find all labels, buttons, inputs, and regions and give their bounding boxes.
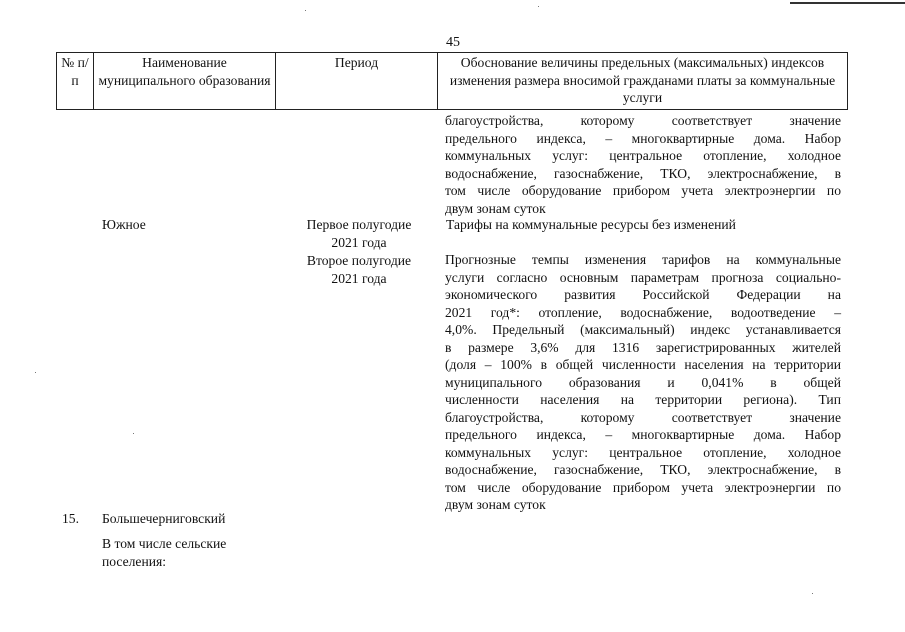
text-line: коммунальных услуг: центральное отопление, холодное xyxy=(445,444,841,460)
header-num: № п/п xyxy=(57,53,94,110)
text-line: благоустройства, которому соответствует значение xyxy=(445,409,841,425)
header-justification: Обоснование величины предельных (максимальных) индексов изменения размера вносимой гражданами платы за коммунальные услуги xyxy=(438,53,848,110)
municipality-name: Южное xyxy=(102,217,146,232)
text-line: 4,0%. Предельный (максимальный) индекс устанавливается xyxy=(445,322,841,337)
text-line: муниципального образования и 0,041% в общей xyxy=(445,374,841,390)
text-line: двум зонам суток xyxy=(445,497,546,512)
text-line: численности населения на территории региона). Тип xyxy=(445,392,841,407)
header-period: Период xyxy=(276,53,438,110)
text-line: услуги согласно основным параметрам прогноза социально- xyxy=(445,269,841,285)
period-first-half: Первое полугодие 2021 года xyxy=(306,217,412,250)
table-header xyxy=(56,52,848,110)
text-line: том числе оборудование прибором учета электроэнергии по xyxy=(445,183,841,198)
scan-speck xyxy=(812,593,813,594)
scan-speck xyxy=(133,433,134,434)
subsection-label: В том числе сельские поселения: xyxy=(102,536,227,569)
justification-second-half xyxy=(445,251,841,514)
page-number: 45 xyxy=(446,35,460,50)
text-line: предельного индекса, – многоквартирные дома. Набор xyxy=(445,427,841,442)
text-line: водоснабжение, газоснабжение, ТКО, электроснабжение, в xyxy=(445,462,841,477)
text-line: коммунальных услуг: центральное отопление, холодное xyxy=(445,148,841,163)
scan-speck xyxy=(305,10,306,11)
text-line: (доля – 100% в общей численности населения на территории xyxy=(445,357,841,372)
text-line: водоснабжение, газоснабжение, ТКО, электроснабжение, в xyxy=(445,165,841,181)
text-line: предельного индекса, – многоквартирные дома. Набор xyxy=(445,130,841,146)
text-line: в размере 3,6% для 1316 зарегистрированных жителей xyxy=(445,339,841,355)
header-name: Наименование муниципального образования xyxy=(94,53,276,110)
scan-speck xyxy=(538,6,539,7)
text-line: экономического развития Российской Федерации на xyxy=(445,287,841,302)
text-line: 2021 год*: отопление, водоснабжение, водоотведение – xyxy=(445,304,841,320)
row-number: 15. xyxy=(62,511,79,526)
scan-speck xyxy=(35,372,36,373)
text-line: том числе оборудование прибором учета электроэнергии по xyxy=(445,479,841,495)
scan-edge-line xyxy=(790,2,905,4)
continued-justification xyxy=(445,112,841,217)
municipality-name: Большечерниговский xyxy=(102,511,226,526)
text-line: благоустройства, которому соответствует значение xyxy=(445,113,841,128)
text-line: двум зонам суток xyxy=(445,200,546,216)
justification-first-half: Тарифы на коммунальные ресурсы без изменений xyxy=(446,217,736,232)
text-line: Прогнозные темпы изменения тарифов на коммунальные xyxy=(445,252,841,267)
period-second-half: Второе полугодие 2021 года xyxy=(306,253,412,286)
